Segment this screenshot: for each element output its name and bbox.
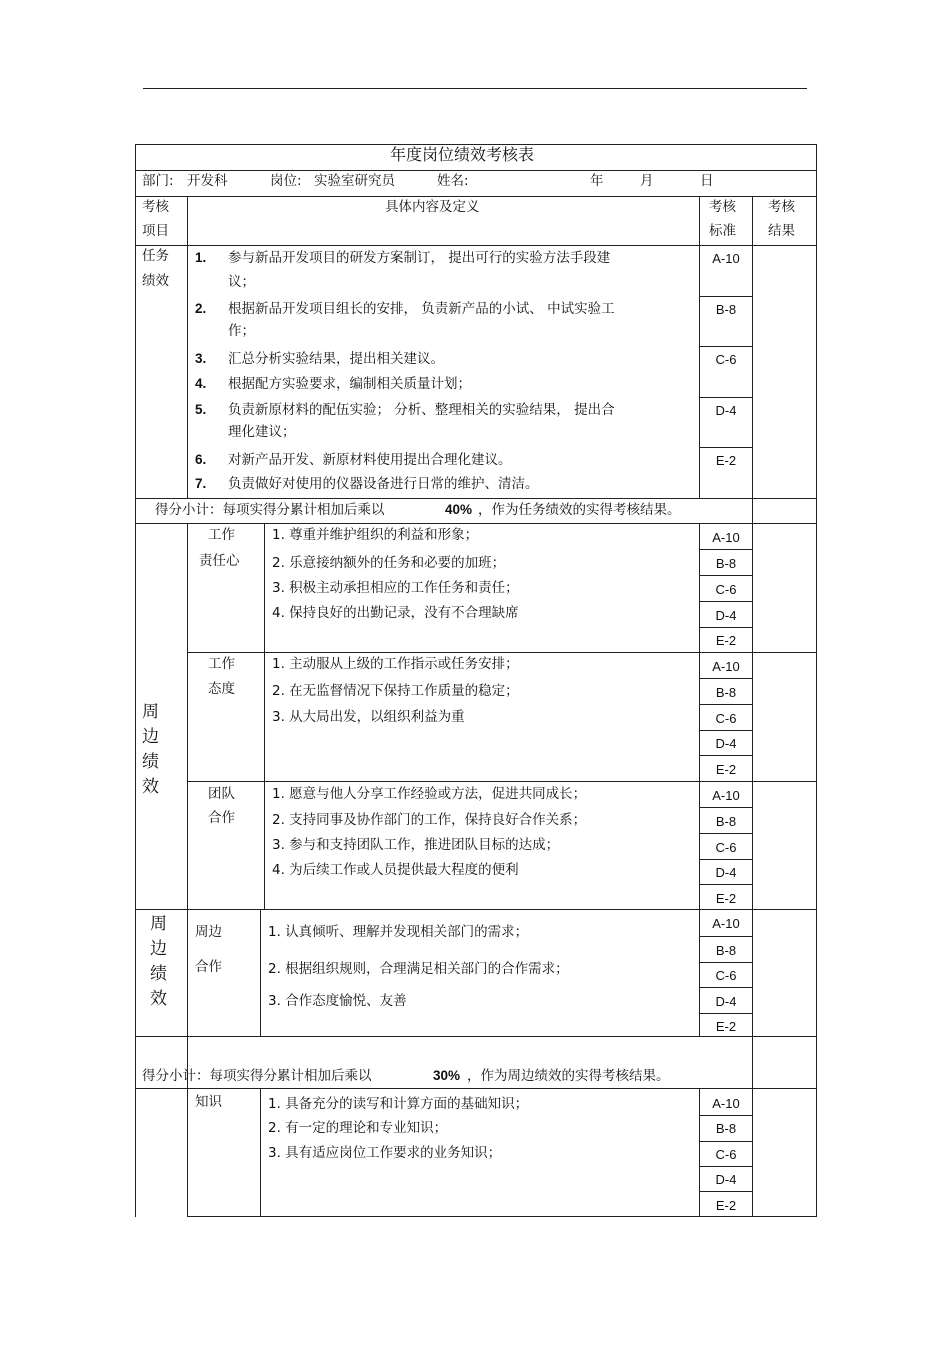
group-item: 3. 积极主动承担相应的工作任务和责任； xyxy=(272,580,519,596)
group-item: 1. 主动服从上级的工作指示或任务安排； xyxy=(272,656,519,672)
grade-rule xyxy=(699,884,752,885)
grade-c: C-6 xyxy=(715,352,737,367)
grade-a: A-10 xyxy=(712,530,740,545)
col-std-1: 考核 xyxy=(709,199,736,215)
label-char: 效 xyxy=(150,989,167,1009)
item-number: 4. xyxy=(195,376,207,391)
grade-rule xyxy=(699,1166,752,1167)
item-text: 负责新原材料的配伍实验； 分析、整理相关的实验结果， 提出合 xyxy=(228,402,615,418)
grade-rule xyxy=(699,730,752,731)
col-rule xyxy=(264,523,265,909)
page-top-rule xyxy=(143,88,807,89)
item-text: 负责做好对使用的仪器设备进行日常的维护、清洁。 xyxy=(228,476,539,492)
day-label: 日 xyxy=(700,173,714,189)
grade-a: A-10 xyxy=(712,1096,740,1111)
grade-c: C-6 xyxy=(715,968,737,983)
row-rule xyxy=(135,498,817,499)
col-rule xyxy=(699,523,700,1036)
col-rule xyxy=(752,196,753,523)
grade-rule xyxy=(699,1013,752,1014)
item-text: 汇总分析实验结果，提出相关建议。 xyxy=(228,351,444,367)
group-item: 2. 乐意接纳额外的任务和必要的加班； xyxy=(272,555,506,571)
grade-a: A-10 xyxy=(712,788,740,803)
item-text: 参与新品开发项目的研发方案制订， 提出可行的实验方法手段建 xyxy=(228,250,611,266)
cooperation-item: 1. 认真倾听、理解并发现相关部门的需求； xyxy=(268,924,529,940)
grade-rule xyxy=(699,549,752,550)
cooperation-sub-1: 周边 xyxy=(195,924,222,940)
col-rule xyxy=(187,196,188,498)
grade-c: C-6 xyxy=(715,840,737,855)
col-res-1: 考核 xyxy=(768,199,795,215)
grade-rule xyxy=(699,1115,752,1116)
grade-a: A-10 xyxy=(712,251,740,266)
group-item: 2. 在无监督情况下保持工作质量的稳定； xyxy=(272,683,519,699)
grade-a: A-10 xyxy=(712,659,740,674)
grade-e: E-2 xyxy=(715,633,737,648)
group-item: 4. 为后续工作或人员提供最大程度的便利 xyxy=(272,862,519,878)
month-label: 月 xyxy=(640,173,654,189)
col-rule xyxy=(752,1036,753,1088)
item-text: 根据新品开发项目组长的安排， 负责新产品的小试、 中试实验工 xyxy=(228,301,615,317)
grade-e: E-2 xyxy=(715,891,737,906)
row-rule xyxy=(135,245,817,246)
label-char: 效 xyxy=(142,777,159,797)
grade-d: D-4 xyxy=(715,1172,737,1187)
grade-rule xyxy=(699,575,752,576)
grade-d: D-4 xyxy=(715,736,737,751)
subtotal-percent: 40% xyxy=(445,502,473,517)
grade-rule xyxy=(699,936,752,937)
grade-e: E-2 xyxy=(715,1019,737,1034)
task-label-1: 任务 xyxy=(142,248,169,264)
grade-c: C-6 xyxy=(715,1147,737,1162)
row-rule xyxy=(135,1036,817,1037)
grade-rule xyxy=(699,447,752,448)
grade-rule xyxy=(699,601,752,602)
grade-rule xyxy=(699,1141,752,1142)
col-content: 具体内容及定义 xyxy=(385,199,480,215)
item-text: 对新产品开发、新原材料使用提出合理化建议。 xyxy=(228,452,512,468)
post-label: 岗位: xyxy=(270,173,302,189)
item-number: 6. xyxy=(195,452,207,467)
subtotal-text: 得分小计：每项实得分累计相加后乘以 xyxy=(142,1068,372,1084)
group-item: 1. 尊重并维护组织的利益和形象； xyxy=(272,527,479,543)
item-text: 作； xyxy=(228,323,255,339)
col-res-2: 结果 xyxy=(768,223,795,239)
col-rule xyxy=(260,909,261,1036)
cooperation-sub-2: 合作 xyxy=(195,959,222,975)
group-label: 工作 xyxy=(208,656,235,672)
col-std-2: 标准 xyxy=(709,223,736,239)
grade-c: C-6 xyxy=(715,582,737,597)
row-rule xyxy=(187,1216,817,1217)
grade-rule xyxy=(699,987,752,988)
knowledge-item: 1. 具备充分的读写和计算方面的基础知识； xyxy=(268,1096,529,1112)
grade-b: B-8 xyxy=(715,943,737,958)
grade-b: B-8 xyxy=(715,1121,737,1136)
label-char: 绩 xyxy=(150,964,167,984)
col-rule xyxy=(187,523,188,1217)
grade-e: E-2 xyxy=(715,1198,737,1213)
item-number: 7. xyxy=(195,476,207,491)
cooperation-item: 3. 合作态度愉悦、友善 xyxy=(268,993,407,1009)
grade-d: D-4 xyxy=(715,403,737,418)
grade-a: A-10 xyxy=(712,916,740,931)
col-rule xyxy=(260,1088,261,1217)
cooperation-item: 2. 根据组织规则，合理满足相关部门的合作需求； xyxy=(268,961,569,977)
grade-d: D-4 xyxy=(715,608,737,623)
label-char: 边 xyxy=(150,939,167,959)
row-rule xyxy=(187,652,817,653)
grade-c: C-6 xyxy=(715,711,737,726)
subtotal-text: ，作为周边绩效的实得考核结果。 xyxy=(467,1068,670,1084)
row-rule xyxy=(135,196,817,197)
grade-rule xyxy=(699,627,752,628)
form-title: 年度岗位绩效考核表 xyxy=(390,145,535,164)
table-border-right xyxy=(816,144,817,1217)
grade-rule xyxy=(699,833,752,834)
group-label: 工作 xyxy=(208,527,235,543)
grade-rule xyxy=(699,678,752,679)
grade-rule xyxy=(699,807,752,808)
row-rule xyxy=(135,170,817,171)
grade-b: B-8 xyxy=(715,556,737,571)
grade-rule xyxy=(699,1191,752,1192)
label-char: 周 xyxy=(150,914,167,934)
label-char: 边 xyxy=(142,727,159,747)
grade-rule xyxy=(699,704,752,705)
group-item: 1. 愿意与他人分享工作经验或方法，促进共同成长； xyxy=(272,786,587,802)
grade-d: D-4 xyxy=(715,865,737,880)
grade-b: B-8 xyxy=(715,685,737,700)
post-value: 实验室研究员 xyxy=(314,173,395,189)
label-char: 周 xyxy=(142,702,159,722)
item-text: 议； xyxy=(228,274,255,290)
group-item: 3. 从大局出发，以组织利益为重 xyxy=(272,709,465,725)
subtotal-percent: 30% xyxy=(433,1068,461,1083)
table-border-left xyxy=(135,144,136,1217)
grade-d: D-4 xyxy=(715,994,737,1009)
knowledge-item: 3. 具有适应岗位工作要求的业务知识； xyxy=(268,1145,502,1161)
grade-e: E-2 xyxy=(715,762,737,777)
year-label: 年 xyxy=(590,173,604,189)
item-number: 5. xyxy=(195,402,207,417)
knowledge-item: 2. 有一定的理论和专业知识； xyxy=(268,1120,448,1136)
grade-rule xyxy=(699,296,752,297)
item-number: 1. xyxy=(195,250,207,265)
dept-label: 部门: xyxy=(142,173,174,189)
group-label: 团队 xyxy=(208,786,235,802)
col-rule xyxy=(752,523,753,1036)
row-rule xyxy=(135,909,817,910)
subtotal-text: 得分小计：每项实得分累计相加后乘以 xyxy=(155,502,385,518)
grade-rule xyxy=(699,397,752,398)
col-item-2: 项目 xyxy=(142,223,169,239)
name-label: 姓名: xyxy=(437,173,469,189)
dept-value: 开发科 xyxy=(187,173,228,189)
group-item: 3. 参与和支持团队工作，推进团队目标的达成； xyxy=(272,837,560,853)
knowledge-label: 知识 xyxy=(195,1094,222,1110)
item-number: 3. xyxy=(195,351,207,366)
group-label: 责任心 xyxy=(199,553,240,569)
grade-rule xyxy=(699,859,752,860)
grade-rule xyxy=(699,755,752,756)
group-item: 4. 保持良好的出勤记录，没有不合理缺席 xyxy=(272,605,519,621)
row-rule xyxy=(135,523,817,524)
grade-e: E-2 xyxy=(715,453,737,468)
subtotal-text: ，作为任务绩效的实得考核结果。 xyxy=(478,502,681,518)
row-rule xyxy=(187,781,817,782)
item-text: 根据配方实验要求，编制相关质量计划； xyxy=(228,376,471,392)
col-rule xyxy=(752,1088,753,1217)
grade-b: B-8 xyxy=(715,814,737,829)
item-text: 理化建议； xyxy=(228,424,296,440)
group-label: 合作 xyxy=(208,810,235,826)
task-label-2: 绩效 xyxy=(142,273,169,289)
col-item-1: 考核 xyxy=(142,199,169,215)
label-char: 绩 xyxy=(142,752,159,772)
grade-rule xyxy=(699,962,752,963)
row-rule xyxy=(135,1088,817,1089)
group-label: 态度 xyxy=(208,681,235,697)
grade-rule xyxy=(699,346,752,347)
group-item: 2. 支持同事及协作部门的工作，保持良好合作关系； xyxy=(272,812,587,828)
grade-b: B-8 xyxy=(715,302,737,317)
item-number: 2. xyxy=(195,301,207,316)
